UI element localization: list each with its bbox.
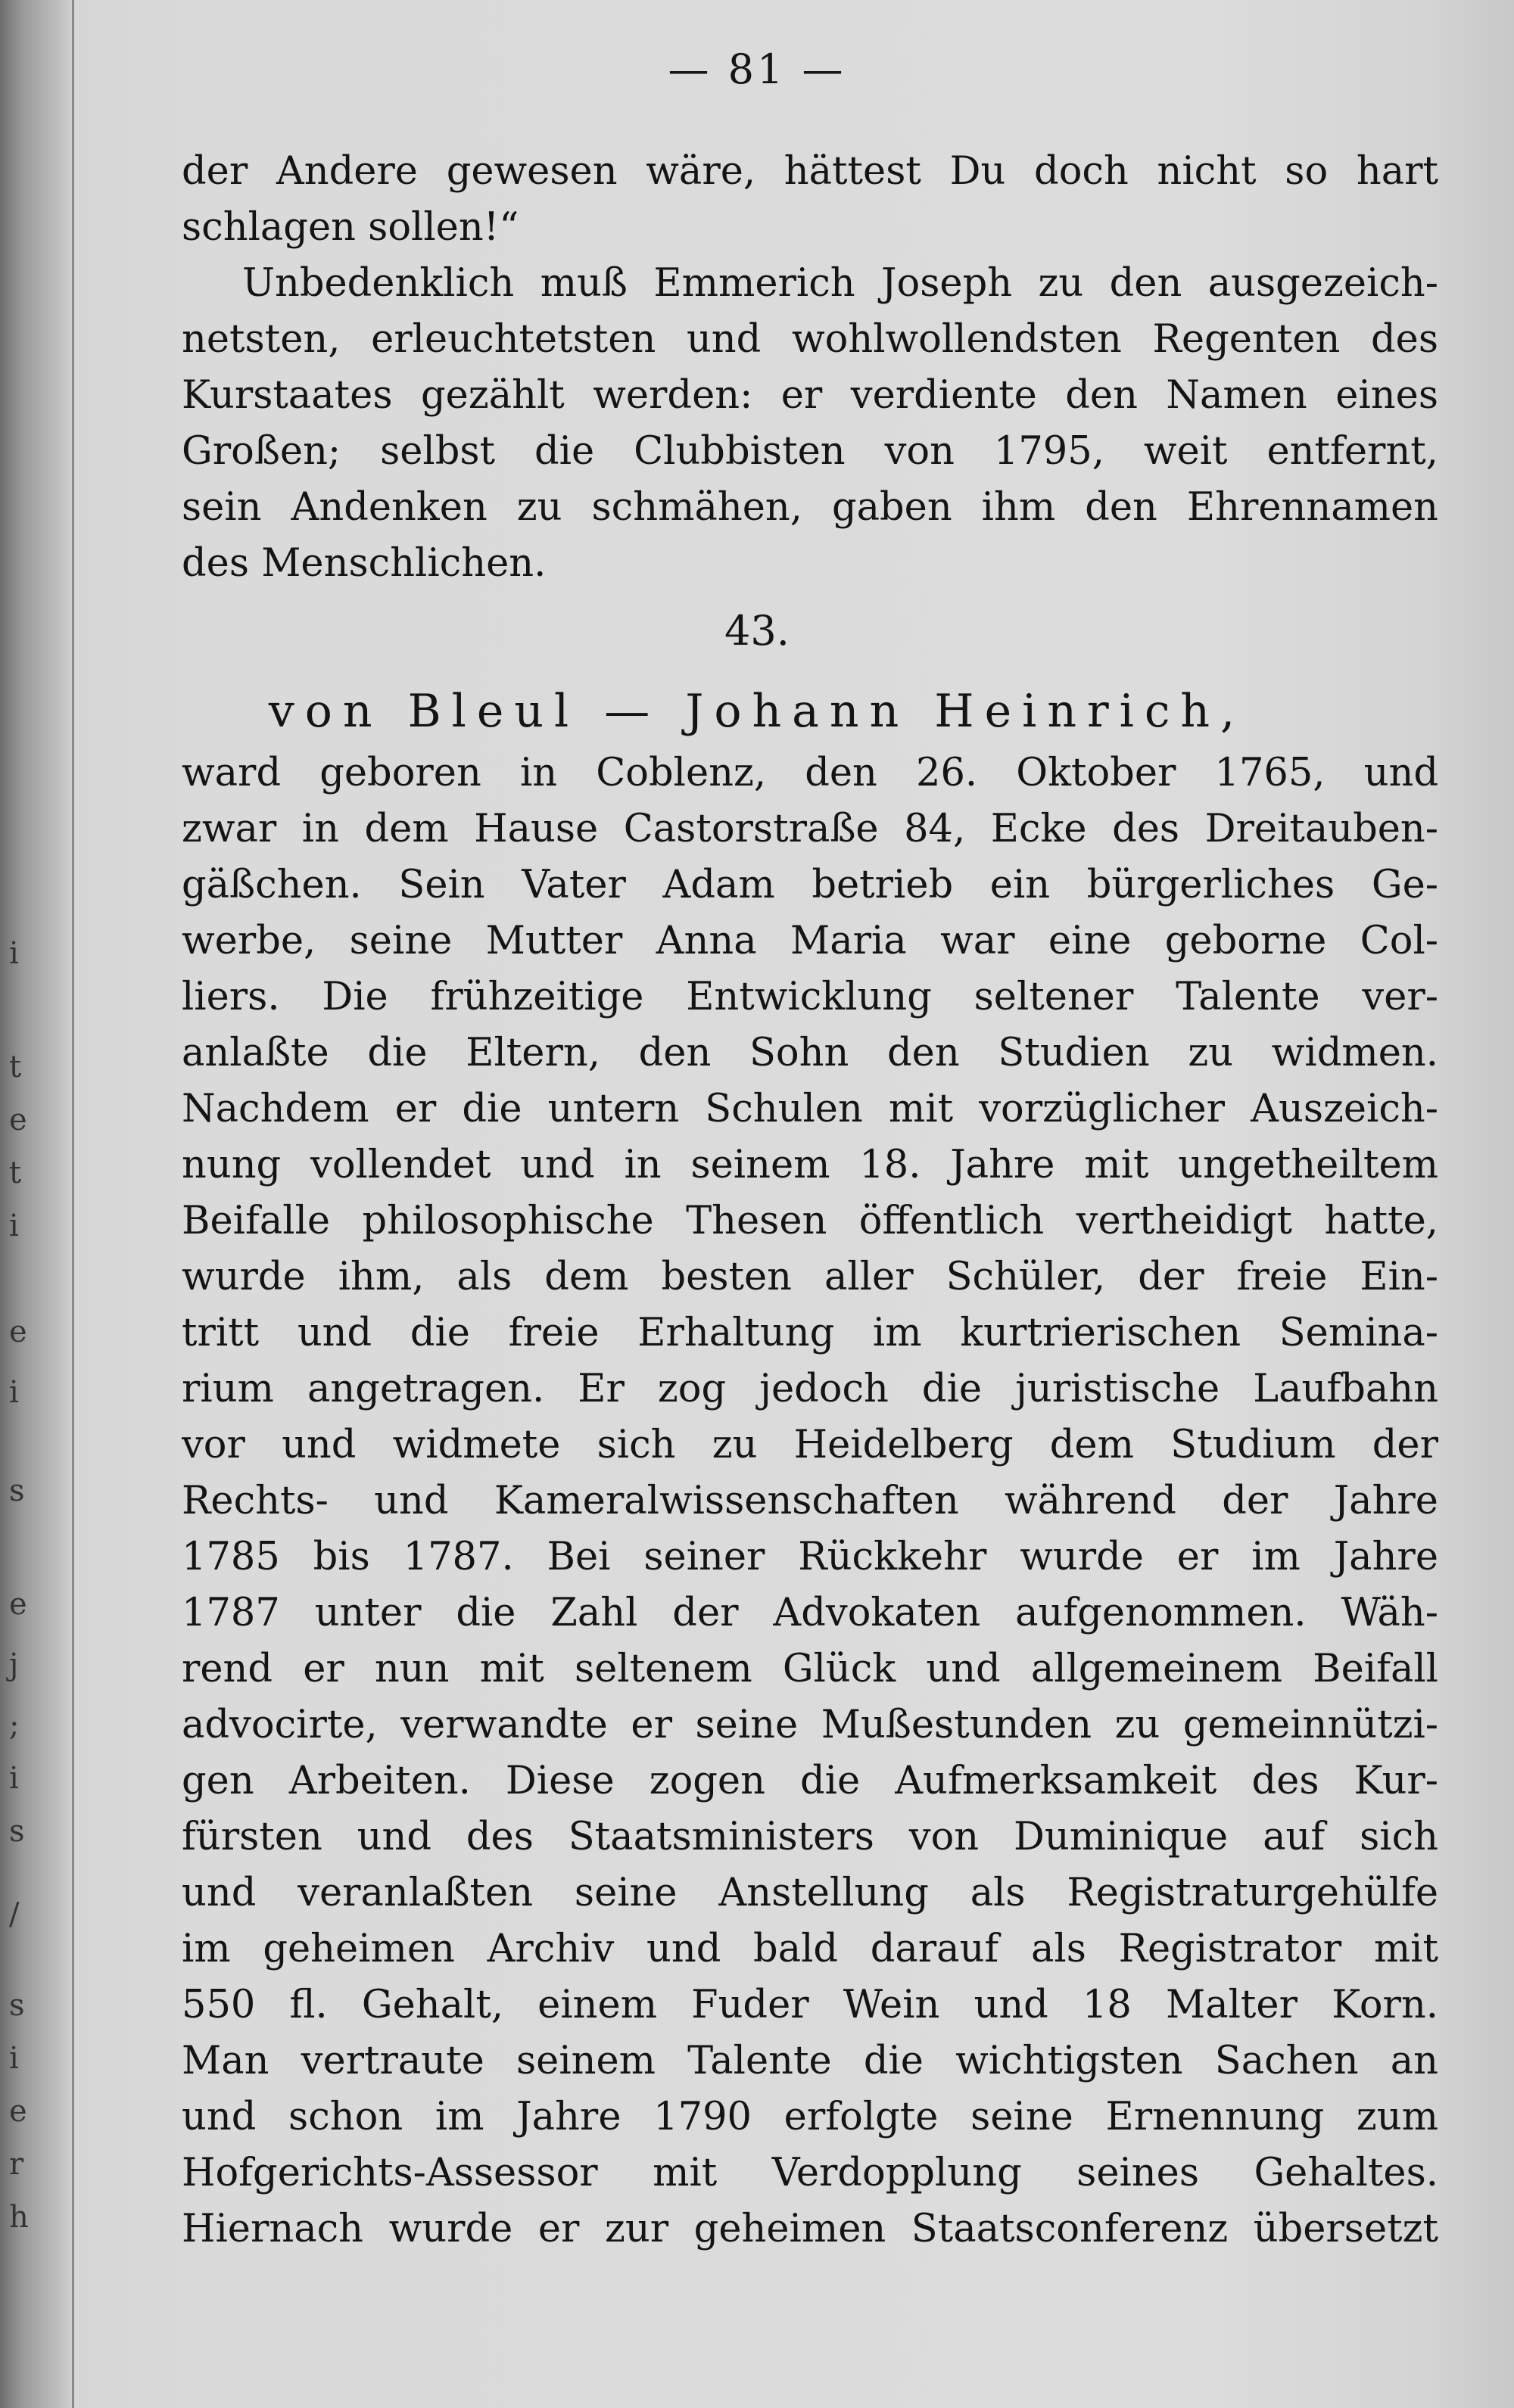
gutter-mark: s — [9, 1473, 25, 1508]
gutter-mark: h — [9, 2200, 29, 2235]
text-line: Hofgerichts-Assessor mit Verdopplung seines Gehaltes. — [182, 2151, 1438, 2195]
text-line: advocirte, verwandte er seine Mußestunden zu gemeinnützi- — [182, 1703, 1438, 1747]
text-line: nung vollendet und in seinem 18. Jahre mit ungetheiltem — [182, 1143, 1438, 1187]
text-line: Hiernach wurde er zur geheimen Staatsconferenz übersetzt — [182, 2207, 1438, 2251]
text-line: Unbedenklich muß Emmerich Joseph zu den ausgezeich- — [242, 261, 1438, 306]
page-number: — 81 — — [668, 45, 846, 93]
gutter-mark: e — [9, 1103, 27, 1137]
gutter-mark: i — [9, 1761, 19, 1796]
text-line: 1787 unter die Zahl der Advokaten aufgenommen. Wäh- — [182, 1591, 1438, 1635]
text-line: Kurstaates gezählt werden: er verdiente den Namen eines — [182, 373, 1438, 418]
text-line: schlagen sollen!“ — [182, 205, 519, 250]
text-line: anlaßte die Eltern, den Sohn den Studien zu widmen. — [182, 1031, 1438, 1075]
entry-number: 43. — [724, 607, 790, 655]
text-line: Großen; selbst die Clubbisten von 1795, weit entfernt, — [182, 429, 1438, 474]
gutter-mark: j — [9, 1647, 19, 1682]
gutter-mark: i — [9, 1375, 19, 1410]
text-line: fürsten und des Staatsministers von Duminique auf sich — [182, 1815, 1438, 1859]
text-line: gen Arbeiten. Diese zogen die Aufmerksamkeit des Kur- — [182, 1759, 1438, 1803]
text-line: 1785 bis 1787. Bei seiner Rückkehr wurde er im Jahre — [182, 1535, 1438, 1579]
text-line: liers. Die frühzeitige Entwicklung seltener Talente ver- — [182, 975, 1438, 1019]
text-line: der Andere gewesen wäre, hättest Du doch nicht so hart — [182, 149, 1438, 194]
paragraph-continuation — [182, 144, 1438, 256]
text-line: tritt und die freie Erhaltung im kurtrierischen Semina- — [182, 1311, 1438, 1355]
text-line: Rechts- und Kameralwissenschaften während der Jahre — [182, 1479, 1438, 1523]
text-line: rend er nun mit seltenem Glück und allgemeinem Beifall — [182, 1647, 1438, 1691]
entry-body — [182, 745, 1438, 2257]
text-line: zwar in dem Hause Castorstraße 84, Ecke des Dreitauben- — [182, 807, 1438, 851]
text-line: sein Andenken zu schmähen, gaben ihm den Ehrennamen — [182, 485, 1438, 530]
gutter-mark: e — [9, 1587, 27, 1622]
text-line: im geheimen Archiv und bald darauf als Registrator mit — [182, 1927, 1438, 1971]
gutter-mark: i — [9, 936, 19, 971]
text-line: Nachdem er die untern Schulen mit vorzüglicher Auszeich- — [182, 1087, 1438, 1131]
gutter-mark: ; — [9, 1708, 20, 1743]
text-line: und schon im Jahre 1790 erfolgte seine Ernennung zum — [182, 2095, 1438, 2139]
gutter-mark: s — [9, 1814, 25, 1849]
text-line: werbe, seine Mutter Anna Maria war eine geborne Col- — [182, 919, 1438, 963]
facing-page-gutter — [0, 0, 74, 2408]
text-line: rium angetragen. Er zog jedoch die juristische Laufbahn — [182, 1367, 1438, 1411]
text-line: netsten, erleuchtetsten und wohlwollendsten Regenten des — [182, 317, 1438, 362]
paragraph-emmerich — [182, 256, 1438, 592]
gutter-mark: i — [9, 1209, 19, 1243]
text-line: und veranlaßten seine Anstellung als Registraturgehülfe — [182, 1871, 1438, 1915]
gutter-mark: e — [9, 2094, 27, 2129]
gutter-mark: e — [9, 1314, 27, 1349]
gutter-mark: t — [9, 1156, 22, 1190]
gutter-mark: r — [9, 2147, 24, 2182]
text-line: ward geboren in Coblenz, den 26. Oktober 1765, und — [182, 751, 1438, 795]
text-line: Man vertraute seinem Talente die wichtigsten Sachen an — [182, 2039, 1438, 2083]
gutter-mark: s — [9, 1988, 25, 2023]
text-line: Beifalle philosophische Thesen öffentlich vertheidigt hatte, — [182, 1199, 1438, 1243]
text-line: wurde ihm, als dem besten aller Schüler, der freie Ein- — [182, 1255, 1438, 1299]
text-line: vor und widmete sich zu Heidelberg dem Studium der — [182, 1423, 1438, 1467]
entry-heading: von Bleul — Johann Heinrich, — [268, 685, 1246, 738]
text-line: 550 fl. Gehalt, einem Fuder Wein und 18 Malter Korn. — [182, 1983, 1438, 2027]
text-line: des Menschlichen. — [182, 541, 547, 586]
gutter-mark: i — [9, 2041, 19, 2076]
gutter-mark: t — [9, 1050, 22, 1084]
text-line: gäßchen. Sein Vater Adam betrieb ein bürgerliches Ge- — [182, 863, 1438, 907]
gutter-mark: / — [9, 1897, 20, 1932]
